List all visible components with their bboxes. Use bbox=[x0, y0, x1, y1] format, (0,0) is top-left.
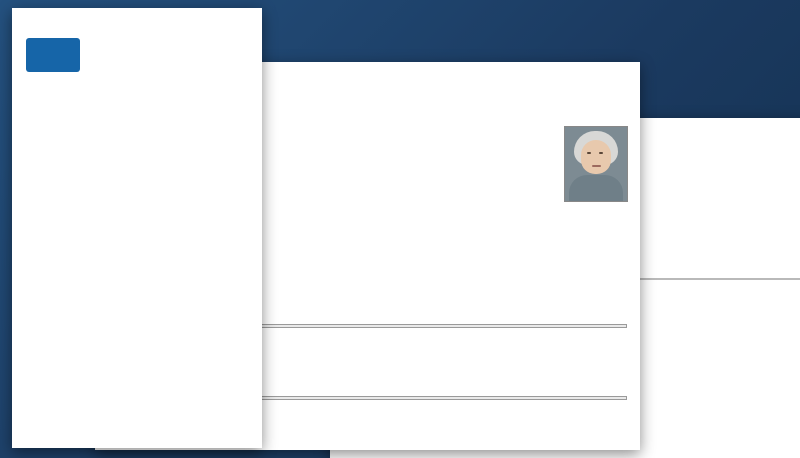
acme-logo bbox=[26, 38, 80, 72]
face-sheet-report[interactable] bbox=[12, 8, 262, 448]
patient-photo bbox=[564, 126, 628, 202]
